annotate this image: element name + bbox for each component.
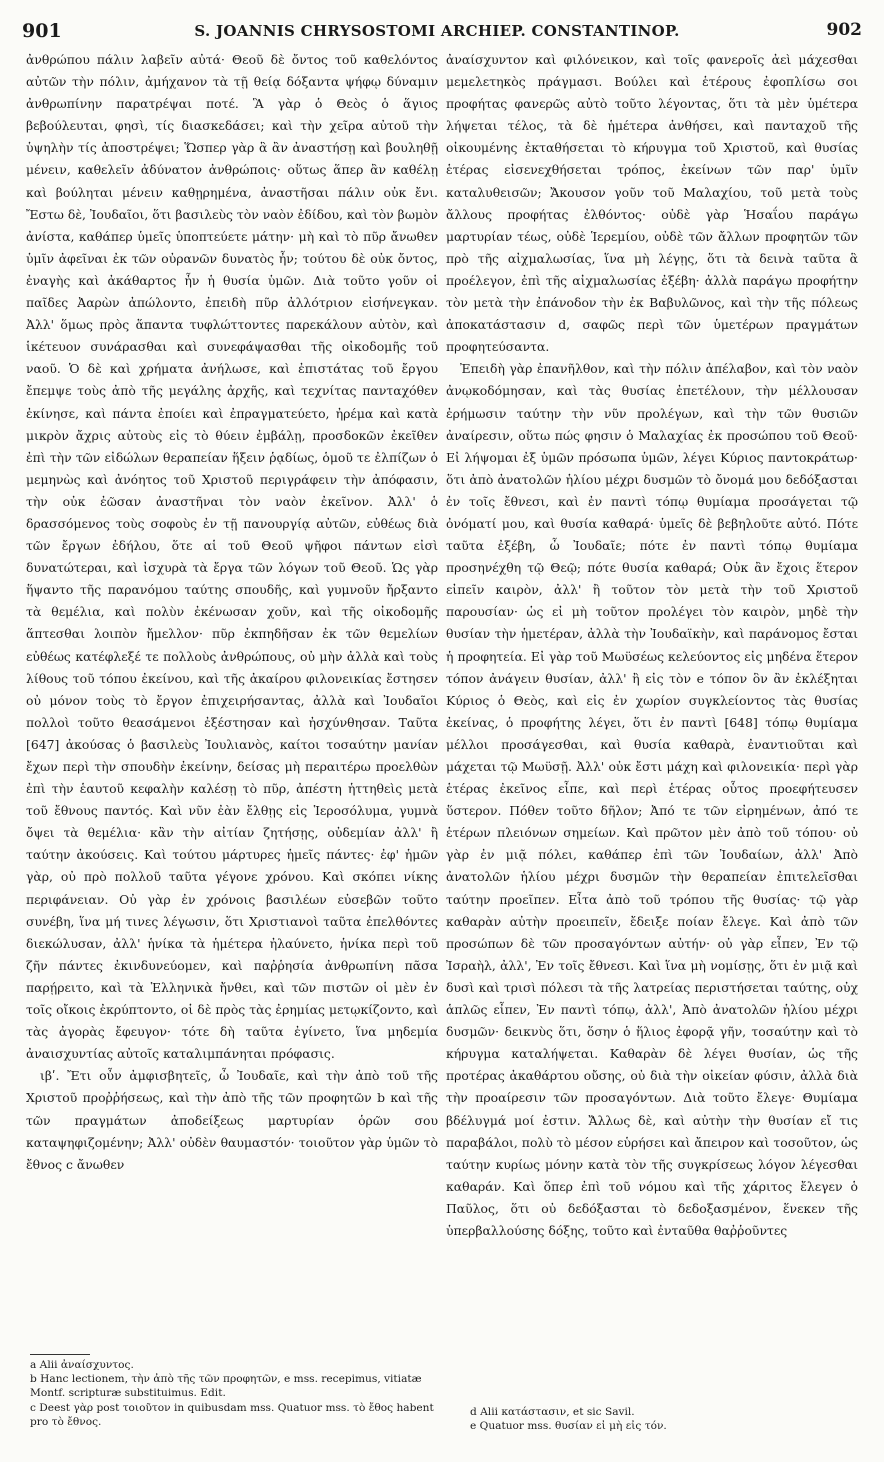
footnotes-right: [470, 1405, 850, 1433]
footnote: c Deest γὰρ post τοιοῦτον in quibusdam mss. Quatuor mss. τὸ ἔθος habent pro τὸ ἔθνος.: [30, 1401, 434, 1428]
page-number-right: 902: [826, 20, 862, 40]
paragraph: ἀναίσχυντον καὶ φιλόνεικον, καὶ τοῖς φανεροῖς ἀεὶ μάχεσθαι μεμελετηκὸς πράγμασι. Βούλει καὶ ἑτέρους ἐφοπλίσω σοι προφήτας φανερῶς αὐτὸ τοῦτο λέγοντας, ὅτι τὰ μὲν ὑμέτερα λήψεται τέλος, τὰ δὲ ἡμέτερα ἀνθήσει, καὶ πανταχοῦ τῆς οἰκουμένης ἐκταθήσεται τὸ κήρυγμα τοῦ Χριστοῦ, καὶ θυσίας ἑτέρας εἰσενεχθήσεται τρόπος, ἐκείνων τῶν παρ' ὑμῖν καταλυθεισῶν; Ἄκουσον γοῦν τοῦ Μαλαχίου, τοῦ μετὰ τοὺς ἄλλους προφήτας ἐλθόντος· οὐδὲ γὰρ Ἡσαΐου παράγω μαρτυρίαν τέως, οὐδὲ Ἱερεμίου, οὐδὲ τῶν ἄλλων προφητῶν τῶν πρὸ τῆς αἰχμαλωσίας, ἵνα μὴ λέγῃς, ὅτι τὰ δεινὰ ταῦτα ἃ προέλεγον, ἐπὶ τῆς αἰχμαλωσίας ἐξέβη· ἀλλὰ παράγω προφήτην τὸν μετὰ τὴν ἐπάνοδον τὴν ἐκ Βαβυλῶνος, καὶ τὴν τῆς πόλεως ἀποκατάστασιν d, σαφῶς περὶ τῶν ὑμετέρων πραγμάτων προφητεύσαντα.: [446, 52, 858, 355]
footnote-rule-left: [30, 1354, 90, 1355]
paragraph: ἀνθρώπου πάλιν λαβεῖν αὐτά· Θεοῦ δὲ ὄντος τοῦ καθελόντος αὐτῶν τὴν πόλιν, ἀμήχανον τὰ τῇ θείᾳ δόξαντα ψήφῳ δύναμιν ἀνθρωπίνην παρατρέψαι ποτέ. Ἃ γὰρ ὁ Θεὸς ὁ ἅγιος βεβούλευται, φησὶ, τίς διασκεδάσει; καὶ τὴν χεῖρα αὐτοῦ τὴν ὑψηλὴν τίς ἀποστρέψει; Ὥσπερ γὰρ ἃ ἂν ἀναστήσῃ καὶ βουληθῇ μένειν, καθελεῖν ἀδύνατον ἀνθρώποις· οὕτως ἅπερ ἂν καθέλῃ καὶ βούληται μένειν καθῃρημένα, ἀναστῆσαι πάλιν οὐκ ἔνι. Ἔστω δὲ, Ἰουδαῖοι, ὅτι βασιλεὺς τὸν ναὸν ἐδίδου, καὶ τὸν βωμὸν ἀνίστα, καθάπερ ὑμεῖς ὑποπτεύετε μάτην· μὴ καὶ τὸ πῦρ ἄνωθεν ὑμῖν ἀφεῖναι ἐκ τῶν οὐρανῶν δυνατὸς ἦν; τούτου δὲ οὐκ ὄντος, ἐναγὴς καὶ ἀκάθαρτος ἦν ἡ θυσία ὑμῶν. Διὰ τοῦτο γοῦν οἱ παῖδες Ἀαρὼν ἀπώλοντο, ἐπειδὴ πῦρ ἀλλότριον εἰσήνεγκαν. Ἀλλ' ὅμως πρὸς ἅπαντα τυφλώττοντες παρεκάλουν αὐτὸν, καὶ ἱκέτευον συνάρασθαι καὶ συνεφάψασθαι τῆς οἰκοδομῆς τοῦ ναοῦ. Ὁ δὲ καὶ χρήματα ἀνήλωσε, καὶ ἐπιστάτας τοῦ ἔργου ἔπεμψε τοὺς ἀπὸ τῆς μεγάλης ἀρχῆς, καὶ τεχνίτας πανταχόθεν ἐκίνησε, καὶ πάντα ἐποίει καὶ ἐπραγματεύετο, ἠρέμα καὶ κατὰ μικρὸν ἄχρις αὐτοὺς εἰς τὸ θύειν ἐμβάλῃ, προσδοκῶν ἐκεῖθεν ἐπὶ τὴν τῶν εἰδώλων θεραπείαν ἥξειν ῥᾳδίως, ὁμοῦ τε ἐλπίζων ὁ μεμηνὼς καὶ ἀνόητος τοῦ Χριστοῦ περιγράφειν τὴν ἀπόφασιν, τὴν οὐκ ἐῶσαν ἀναστῆναι τὸν ναὸν ἐκεῖνον. Ἀλλ' ὁ δρασσόμενος τοὺς σοφοὺς ἐν τῇ πανουργίᾳ αὐτῶν, εὐθέως διὰ τῶν ἔργων ἐδήλου, ὅτε αἱ τοῦ Θεοῦ ψῆφοι πάντων εἰσὶ δυνατώτεραι, καὶ ἰσχυρὰ τὰ ἔργα τῶν λόγων τοῦ Θεοῦ. Ὡς γὰρ ἥψαντο τῆς παρανόμου ταύτης σπουδῆς, καὶ γυμνοῦν ἤρξαντο τὰ θεμέλια, καὶ πολὺν ἐκένωσαν χοῦν, καὶ τῆς οἰκοδομῆς ἅπτεσθαι λοιπὸν ἤμελλον· πῦρ ἐκπηδῆσαν ἐκ τῶν θεμελίων εὐθέως κατέφλεξέ τε πολλοὺς ἀνθρώπους, οὐ μὴν ἀλλὰ καὶ τοὺς λίθους τοῦ τόπου ἐκείνου, καὶ τῆς ἀκαίρου φιλονεικίας ἔστησεν οὐ μόνον τοὺς τὸ ἔργον ἐπιχειρήσαντας, ἀλλὰ καὶ Ἰουδαῖοι πολλοὶ τοῦτο θεασάμενοι ἐξέστησαν καὶ ἠσχύνθησαν. Ταῦτα [647] ἀκούσας ὁ βασιλεὺς Ἰουλιανὸς, καίτοι τοσαύτην μανίαν ἔχων περὶ τὴν σπουδὴν ἐκείνην, δείσας μὴ περαιτέρω προελθὼν ἐπὶ τὴν ἑαυτοῦ κεφαλὴν καλέσῃ τὸ πῦρ, ἀπέστη ἡττηθεὶς μετὰ τοῦ ἔθνους παντός. Καὶ νῦν ἐὰν ἔλθῃς εἰς Ἱεροσόλυμα, γυμνὰ ὄψει τὰ θεμέλια· κἂν τὴν αἰτίαν ζητήσῃς, οὐδεμίαν ἀλλ' ἢ ταύτην ἀκούσεις. Καὶ τούτου μάρτυρες ἡμεῖς πάντες· ἐφ' ἡμῶν γὰρ, οὐ πρὸ πολλοῦ ταῦτα γέγονε χρόνου. Καὶ σκόπει νίκης περιφάνειαν. Οὐ γὰρ ἐν χρόνοις βασιλέων εὐσεβῶν τοῦτο συνέβη, ἵνα μή τινες λέγωσιν, ὅτι Χριστιανοὶ ταῦτα ἐπελθόντες διεκώλυσαν, ἀλλ' ἡνίκα τὰ ἡμέτερα ἠλαύνετο, ἡνίκα περὶ τοῦ ζῆν πάντες ἐκινδυνεύομεν, καὶ παῤῥησία ἀνθρωπίνη πᾶσα παρῄρειτο, καὶ τὰ Ἑλληνικὰ ἤνθει, καὶ τῶν πιστῶν οἱ μὲν ἐν τοῖς οἴκοις ἐκρύπτοντο, οἱ δὲ πρὸς τὰς ἐρημίας μετῳκίζοντο, καὶ τὰς ἀγορὰς ἔφευγον· τότε δὴ ταῦτα ἐγίνετο, ἵνα μηδεμία ἀναισχυντίας αὐτοῖς καταλιμπάνηται πρόφασις.: [26, 52, 438, 1062]
right-column: [446, 49, 858, 1242]
page-header: [22, 20, 862, 46]
left-column: [26, 49, 438, 1176]
footnote: e Quatuor mss. θυσίαν εἰ μὴ εἰς τόν.: [470, 1420, 667, 1433]
page-number-left: 901: [22, 20, 62, 42]
footnote: b Hanc lectionem, τὴν ἀπὸ τῆς τῶν προφητῶν, e mss. recepimus, vitiatæ Montf. scripturæ substituimus. Edit.: [30, 1373, 422, 1400]
paragraph: Ἐπειδὴ γὰρ ἐπανῆλθον, καὶ τὴν πόλιν ἀπέλαβον, καὶ τὸν ναὸν ἀνῳκοδόμησαν, καὶ τὰς θυσίας ἐπετέλουν, τὴν μέλλουσαν ἐρήμωσιν ταύτην τὴν νῦν προλέγων, καὶ τὴν τῶν θυσιῶν ἀναίρεσιν, οὕτω πώς φησιν ὁ Μαλαχίας ἐκ προσώπου τοῦ Θεοῦ· Εἰ λήψομαι ἐξ ὑμῶν πρόσωπα ὑμῶν, λέγει Κύριος παντοκράτωρ· ὅτι ἀπὸ ἀνατολῶν ἡλίου μέχρι δυσμῶν τὸ ὄνομά μου δεδόξασται ἐν τοῖς ἔθνεσι, καὶ ἐν παντὶ τόπῳ θυμίαμα προσάγεται τῷ ὀνόματί μου, καὶ θυσία καθαρά· ὑμεῖς δὲ βεβηλοῦτε αὐτό. Πότε ταῦτα ἐξέβη, ὦ Ἰουδαῖε; πότε ἐν παντὶ τόπῳ θυμίαμα προσηνέχθη τῷ Θεῷ; πότε θυσία καθαρά; Οὐκ ἂν ἔχοις ἕτερον εἰπεῖν καιρὸν, ἀλλ' ἢ τοῦτον τὸν μετὰ τὴν τοῦ Χριστοῦ παρουσίαν· ὡς εἰ μὴ τοῦτον προλέγει τὸν καιρὸν, μηδὲ τὴν θυσίαν τὴν ἡμετέραν, ἀλλὰ τὴν Ἰουδαϊκὴν, καὶ παράνομος ἔσται ἡ προφητεία. Εἰ γὰρ τοῦ Μωϋσέως κελεύοντος εἰς μηδένα ἕτερον τόπον ἀνάγειν θυσίαν, ἀλλ' ἢ εἰς τὸν e τόπον ὃν ἂν ἐκλέξηται Κύριος ὁ Θεὸς, καὶ εἰς ἐν χωρίον συγκλείοντος τὰς θυσίας ἐκείνας, ὁ προφήτης λέγει, ὅτι ἐν παντὶ [648] τόπῳ θυμίαμα μέλλοι προσάγεσθαι, καὶ θυσία καθαρὰ, ἐναντιοῦται καὶ μάχεται τῷ Μωϋσῇ. Ἀλλ' οὐκ ἔστι μάχη καὶ φιλονεικία· περὶ γὰρ ἑτέρας ἐκεῖνος εἶπε, καὶ περὶ ἑτέρας οὗτος προεφήτευσεν ὕστερον. Πόθεν τοῦτο δῆλον; Ἀπό τε τῶν εἰρημένων, ἀπό τε ἑτέρων πλειόνων σημείων. Καὶ πρῶτον μὲν ἀπὸ τοῦ τόπου· οὐ γὰρ ἐν μιᾷ πόλει, καθάπερ ἐπὶ τῶν Ἰουδαίων, ἀλλ' Ἀπὸ ἀνατολῶν ἡλίου μέχρι δυσμῶν τὴν θεραπείαν ἐπιτελεῖσθαι ταύτην προεῖπεν. Εἶτα ἀπὸ τοῦ τρόπου τῆς θυσίας· τῷ γὰρ καθαρὰν αὐτὴν προειπεῖν, ἔδειξε ποίαν ἔλεγε. Καὶ ἀπὸ τῶν προσώπων δὲ τῶν προσαγόντων αὐτήν· οὐ γὰρ εἶπεν, Ἐν τῷ Ἰσραὴλ, ἀλλ', Ἐν τοῖς ἔθνεσι. Καὶ ἵνα μὴ νομίσῃς, ὅτι ἐν μιᾷ καὶ δυσὶ καὶ τρισὶ πόλεσι τὰ τῆς λατρείας περιστήσεται ταύτης, οὐχ ἁπλῶς εἶπεν, Ἐν παντὶ τόπῳ, ἀλλ', Ἀπὸ ἀνατολῶν ἡλίου μέχρι δυσμῶν· δεικνὺς ὅτι, ὅσην ὁ ἥλιος ἐφορᾷ γῆν, τοσαύτην καὶ τὸ κήρυγμα καταλήψεται. Καθαρὰν δὲ λέγει θυσίαν, ὡς τῆς προτέρας ἀκαθάρτου οὔσης, οὐ διὰ τὴν οἰκείαν φύσιν, ἀλλὰ διὰ τὴν προαίρεσιν τῶν προσαγόντων. Διὰ τοῦτο ἔλεγε· Θυμίαμα βδέλυγμά μοί ἐστιν. Ἄλλως δὲ, καὶ αὐτὴν τὴν θυσίαν εἴ τις παραβάλοι, πολὺ τὸ μέσον εὑρήσει καὶ ἄπειρον καὶ τοσοῦτον, ὡς ταύτην κυρίως μόνην κατὰ τὸν τῆς συγκρίσεως λόγον λέγεσθαι καθαράν. Καὶ ὅπερ ἐπὶ τοῦ νόμου καὶ τῆς χάριτος ἔλεγεν ὁ Παῦλος, ὅτι οὐ δεδόξασται τὸ δεδοξασμένον, ἕνεκεν τῆς ὑπερβαλλούσης δόξης, τοῦτο καὶ ἐνταῦθα θαῤῥοῦντες: [446, 361, 858, 1238]
footnote: a Alii ἀναίσχυντος.: [30, 1359, 134, 1371]
paragraph: ιβʹ. Ἔτι οὖν ἀμφισβητεῖς, ὦ Ἰουδαῖε, καὶ τὴν ἀπὸ τοῦ τῆς Χριστοῦ προῤῥήσεως, καὶ τὴν ἀπὸ τῆς τῶν προφητῶν b καὶ τῆς τῶν πραγμάτων ἀποδείξεως μαρτυρίαν ὁρῶν σου καταψηφιζομένην; Ἀλλ' οὐδὲν θαυμαστόν· τοιοῦτον γὰρ ὑμῶν τὸ ἔθνος c ἄνωθεν: [26, 1068, 438, 1172]
footnote: d Alii κατάστασιν, et sic Savil.: [470, 1406, 635, 1418]
running-head: S. JOANNIS CHRYSOSTOMI ARCHIEP. CONSTANTINOP.: [194, 22, 680, 40]
footnotes-left: [30, 1358, 435, 1429]
